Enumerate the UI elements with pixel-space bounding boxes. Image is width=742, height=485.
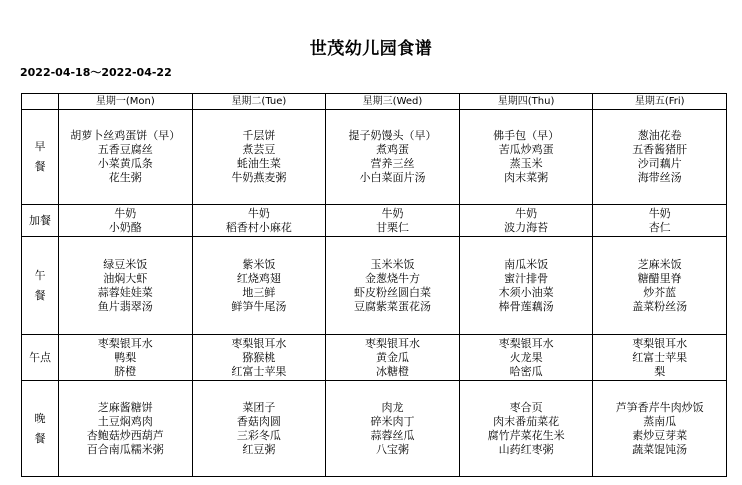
dish-list — [593, 401, 726, 457]
page-title: 世茂幼儿园食谱 — [309, 39, 433, 59]
meal-label-char: 午 — [34, 268, 46, 282]
dish-item: 稻香村小麻花 — [225, 220, 292, 234]
day-header: 星期二(Tue) — [192, 94, 326, 110]
dish-list — [593, 258, 726, 314]
dish-item: 佛手包（早） — [493, 129, 560, 142]
dish-item: 花生粥 — [108, 171, 142, 184]
dish-item: 枣梨银耳水 — [364, 336, 420, 350]
meal-label-char: 加餐 — [29, 213, 51, 227]
day-header: 星期四(Thu) — [459, 94, 593, 110]
dish-item: 蜜汁排骨 — [504, 271, 549, 285]
dish-item: 鸭梨 — [114, 350, 137, 364]
dish-item: 芝麻米饭 — [637, 257, 682, 271]
meal-label-char: 晚 — [34, 411, 46, 425]
dish-item: 营养三丝 — [370, 157, 415, 170]
dish-item: 菜团子 — [242, 400, 276, 414]
dish-item: 梨 — [654, 364, 666, 378]
dish-item: 三彩冬瓜 — [236, 428, 281, 442]
dish-item: 牛奶 — [648, 206, 671, 220]
dish-item: 红豆粥 — [242, 442, 276, 456]
dish-item: 蒜蓉娃娃菜 — [97, 285, 153, 299]
menu-cell — [192, 110, 326, 205]
dish-item: 五香酱猪肝 — [632, 143, 688, 156]
dish-list — [460, 129, 593, 185]
menu-body — [22, 110, 727, 477]
meal-label — [22, 381, 59, 477]
date-range: 2022-04-18～2022-04-22 — [20, 66, 172, 79]
dish-item: 鲜笋牛尾汤 — [231, 299, 287, 313]
dish-item: 小白菜面片汤 — [359, 171, 426, 184]
dish-item: 冰糖橙 — [375, 364, 409, 378]
menu-cell — [192, 237, 326, 335]
meal-label — [22, 335, 59, 381]
dish-item: 苦瓜炒鸡蛋 — [498, 143, 554, 156]
dish-item: 沙司藕片 — [637, 157, 682, 170]
dish-item: 素炒豆芽菜 — [632, 428, 688, 442]
dish-item: 山药红枣粥 — [498, 442, 554, 456]
dish-item: 芝麻酱糖饼 — [97, 400, 153, 414]
corner-cell — [22, 94, 59, 110]
dish-item: 碎米肉丁 — [370, 414, 415, 428]
dish-item: 绿豆米饭 — [103, 257, 148, 271]
dish-list — [326, 207, 459, 235]
dish-item: 小奶酪 — [108, 220, 142, 234]
dish-list — [193, 337, 326, 379]
dish-item: 黄金瓜 — [375, 350, 409, 364]
menu-table — [21, 93, 727, 477]
menu-cell — [459, 110, 593, 205]
dish-list — [193, 401, 326, 457]
meal-row — [22, 237, 727, 335]
day-header: 星期五(Fri) — [593, 94, 727, 110]
dish-item: 蒜蓉丝瓜 — [370, 428, 415, 442]
menu-cell — [459, 205, 593, 237]
dish-item: 八宝粥 — [375, 442, 409, 456]
dish-item: 盖菜粉丝汤 — [632, 299, 688, 313]
dish-item: 肉末菜粥 — [504, 171, 549, 184]
dish-list — [326, 337, 459, 379]
meal-label — [22, 110, 59, 205]
dish-item: 牛奶 — [381, 206, 404, 220]
dish-list — [59, 129, 192, 185]
meal-label-char: 餐 — [34, 431, 46, 445]
dish-list — [460, 258, 593, 314]
dish-item: 葱油花卷 — [637, 129, 682, 142]
dish-item: 鱼片翡翠汤 — [97, 299, 153, 313]
dish-list — [460, 337, 593, 379]
dish-item: 土豆焖鸡肉 — [97, 414, 153, 428]
dish-item: 五香豆腐丝 — [97, 143, 153, 156]
menu-cell — [459, 237, 593, 335]
dish-item: 豆腐紫菜蛋花汤 — [353, 299, 431, 313]
menu-cell — [192, 205, 326, 237]
dish-item: 蒸南瓜 — [643, 414, 677, 428]
menu-cell — [326, 205, 460, 237]
menu-cell — [59, 335, 193, 381]
dish-list — [59, 401, 192, 457]
dish-item: 哈密瓜 — [509, 364, 543, 378]
menu-cell — [459, 335, 593, 381]
menu-cell — [59, 110, 193, 205]
menu-cell — [593, 381, 727, 477]
day-header: 星期一(Mon) — [59, 94, 193, 110]
dish-item: 腐竹芹菜花生米 — [487, 428, 565, 442]
meal-label-char: 早 — [34, 140, 46, 153]
dish-item: 煮芸豆 — [242, 143, 276, 156]
menu-cell — [192, 381, 326, 477]
dish-list — [460, 207, 593, 235]
dish-item: 紫米饭 — [242, 257, 276, 271]
dish-item: 小菜黄瓜条 — [97, 157, 153, 170]
dish-item: 香菇肉圆 — [236, 414, 281, 428]
dish-list — [593, 207, 726, 235]
dish-item: 玉米米饭 — [370, 257, 415, 271]
menu-cell — [593, 237, 727, 335]
dish-item: 百合南瓜糯米粥 — [86, 442, 164, 456]
dish-item: 千层饼 — [242, 129, 276, 142]
dish-item: 油焖大虾 — [103, 271, 148, 285]
dish-item: 地三鲜 — [242, 285, 276, 299]
dish-item: 枣合页 — [509, 400, 543, 414]
dish-item: 牛奶 — [247, 206, 270, 220]
meal-row — [22, 335, 727, 381]
menu-cell — [326, 381, 460, 477]
dish-item: 肉龙 — [381, 400, 404, 414]
menu-cell — [593, 205, 727, 237]
menu-cell — [459, 381, 593, 477]
header-row — [22, 94, 727, 110]
dish-item: 牛奶燕麦粥 — [231, 171, 287, 184]
dish-list — [460, 401, 593, 457]
meal-label — [22, 205, 59, 237]
dish-item: 红富士苹果 — [231, 364, 287, 378]
meal-label-char: 餐 — [34, 160, 46, 173]
dish-item: 南瓜米饭 — [504, 257, 549, 271]
dish-item: 肉末番茄菜花 — [493, 414, 560, 428]
dish-item: 波力海苔 — [504, 220, 549, 234]
menu-cell — [326, 110, 460, 205]
dish-item: 煮鸡蛋 — [375, 143, 409, 156]
dish-item: 枣梨银耳水 — [97, 336, 153, 350]
menu-cell — [59, 381, 193, 477]
dish-item: 猕猴桃 — [242, 350, 276, 364]
dish-item: 牛奶 — [114, 206, 137, 220]
dish-item: 火龙果 — [509, 350, 543, 364]
meal-row — [22, 381, 727, 477]
dish-item: 棒骨莲藕汤 — [498, 299, 554, 313]
dish-item: 杏鲍菇炒西葫芦 — [86, 428, 164, 442]
dish-item: 蔬菜馄饨汤 — [632, 442, 688, 456]
day-header: 星期三(Wed) — [326, 94, 460, 110]
dish-item: 甘栗仁 — [375, 220, 409, 234]
menu-cell — [59, 237, 193, 335]
dish-list — [59, 337, 192, 379]
dish-item: 红烧鸡翅 — [236, 271, 281, 285]
dish-item: 木须小油菜 — [498, 285, 554, 299]
dish-item: 枣梨银耳水 — [498, 336, 554, 350]
dish-item: 胡萝卜丝鸡蛋饼（早） — [70, 129, 181, 142]
dish-item: 杏仁 — [648, 220, 671, 234]
dish-list — [593, 129, 726, 185]
dish-list — [193, 207, 326, 235]
dish-item: 红富士苹果 — [632, 350, 688, 364]
dish-item: 芦笋香芹牛肉炒饭 — [615, 400, 704, 414]
dish-item: 金葱烧牛方 — [364, 271, 420, 285]
menu-cell — [192, 335, 326, 381]
dish-item: 虾皮粉丝圆白菜 — [353, 285, 431, 299]
menu-cell — [326, 237, 460, 335]
dish-item: 枣梨银耳水 — [231, 336, 287, 350]
dish-list — [326, 401, 459, 457]
meal-label — [22, 237, 59, 335]
meal-row — [22, 205, 727, 237]
meal-label-char: 餐 — [34, 288, 46, 302]
dish-item: 炒芥蓝 — [643, 285, 677, 299]
dish-item: 牛奶 — [515, 206, 538, 220]
dish-list — [326, 129, 459, 185]
menu-cell — [593, 335, 727, 381]
dish-list — [193, 258, 326, 314]
menu-cell — [326, 335, 460, 381]
meal-label-char: 午点 — [29, 350, 51, 364]
menu-cell — [593, 110, 727, 205]
dish-item: 蚝油生菜 — [236, 157, 281, 170]
dish-item: 海带丝汤 — [637, 171, 682, 184]
dish-list — [59, 258, 192, 314]
dish-list — [193, 129, 326, 185]
dish-list — [326, 258, 459, 314]
menu-cell — [59, 205, 193, 237]
dish-item: 枣梨银耳水 — [632, 336, 688, 350]
dish-item: 脐橙 — [114, 364, 137, 378]
dish-item: 提子奶馒头（早） — [348, 129, 437, 142]
dish-item: 蒸玉米 — [509, 157, 543, 170]
dish-list — [593, 337, 726, 379]
meal-row — [22, 110, 727, 205]
dish-item: 糖醋里脊 — [637, 271, 682, 285]
dish-list — [59, 207, 192, 235]
